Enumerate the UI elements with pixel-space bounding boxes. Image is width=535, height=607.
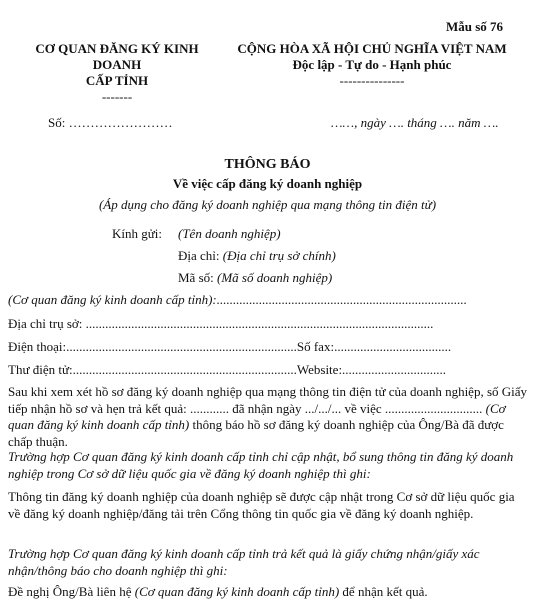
agency-rule: ------- bbox=[101, 89, 133, 104]
document-number: Số: …………………… bbox=[48, 115, 173, 130]
contact-text-b: để nhận kết quả. bbox=[339, 584, 428, 599]
contact-paragraph bbox=[8, 584, 528, 601]
agency-line-1: CƠ QUAN ĐĂNG KÝ KINH bbox=[35, 41, 199, 56]
national-header bbox=[234, 41, 510, 89]
phone-fax-field: Điện thoại:.......................................................................Số fax:.................................... bbox=[8, 339, 452, 354]
form-number: Mẫu số 76 bbox=[446, 19, 504, 34]
approval-paragraph bbox=[8, 384, 528, 450]
agency-field: (Cơ quan đăng ký kinh doanh cấp tỉnh):............................................................................. bbox=[8, 292, 468, 307]
update-paragraph: Thông tin đăng ký doanh nghiệp của doanh nghiệp sẽ được cập nhật trong Cơ sở dữ liệu quốc gia về đăng ký doanh nghiệp/đăng tải trên Cổng thông tin quốc gia về đăng ký doanh nghiệp. bbox=[8, 489, 515, 521]
recipient-code: (Mã số doanh nghiệp) bbox=[217, 270, 333, 285]
contact-agency: (Cơ quan đăng ký kinh doanh cấp tỉnh) bbox=[134, 584, 340, 599]
doc-title-block bbox=[0, 156, 535, 216]
agency-line-2: DOANH bbox=[92, 57, 142, 72]
doc-title: THÔNG BÁO bbox=[224, 157, 311, 172]
agency-line-3: CẤP TỈNH bbox=[85, 73, 149, 88]
approval-text-b: thông báo hồ sơ đăng ký doanh nghiệp của Ông/Bà đã được chấp thuận. bbox=[8, 417, 504, 449]
address-field: Địa chỉ trụ sở: ........................................................................................................... bbox=[8, 316, 434, 331]
recipient-name: (Tên doanh nghiệp) bbox=[178, 226, 281, 241]
recipient-label: Kính gửi: bbox=[112, 226, 163, 241]
doc-subtitle: Về việc cấp đăng ký doanh nghiệp bbox=[172, 176, 363, 191]
contact-text-a: Đề nghị Ông/Bà liên hệ bbox=[8, 584, 135, 599]
case-result-note: Trường hợp Cơ quan đăng ký kinh doanh cấp tỉnh trả kết quả là giấy chứng nhận/giấy xác nhận/thông báo cho doanh nghiệp thì ghi: bbox=[8, 546, 480, 578]
national-motto: Độc lập - Tự do - Hạnh phúc bbox=[292, 57, 452, 72]
national-title: CỘNG HÒA XÃ HỘI CHỦ NGHĨA VIỆT NAM bbox=[237, 41, 507, 56]
approval-agency: (Cơ quan đăng ký kinh doanh cấp tỉnh) bbox=[8, 400, 506, 432]
recipient-code-row bbox=[178, 270, 332, 286]
recipient-address-label: Địa chỉ: bbox=[178, 248, 220, 263]
agency-header bbox=[22, 41, 212, 105]
national-rule: --------------- bbox=[339, 73, 405, 88]
approval-text-a: Sau khi xem xét hồ sơ đăng ký doanh nghiệp qua mạng thông tin điện tử của doanh nghiệp, số Giấy tiếp nhận hồ sơ và hẹn trả kết quả: ............ đã nhận ngày .../.../... về việc .............................. bbox=[8, 384, 528, 416]
email-website-field: Thư điện tử:.....................................................................Website:................................ bbox=[8, 362, 447, 377]
recipient-code-label: Mã số: bbox=[178, 270, 214, 285]
doc-scope: (Áp dụng cho đăng ký doanh nghiệp qua mạng thông tin điện tử) bbox=[98, 197, 437, 212]
case-update-note: Trường hợp Cơ quan đăng ký kinh doanh cấp tỉnh chỉ cập nhật, bổ sung thông tin đăng ký doanh nghiệp trong Cơ sở dữ liệu quốc gia về đăng ký doanh nghiệp thì ghi: bbox=[8, 449, 514, 481]
recipient-address: (Địa chỉ trụ sở chính) bbox=[222, 248, 336, 263]
date-line: ……, ngày …. tháng …. năm …. bbox=[331, 115, 499, 130]
recipient-address-row bbox=[178, 248, 336, 264]
